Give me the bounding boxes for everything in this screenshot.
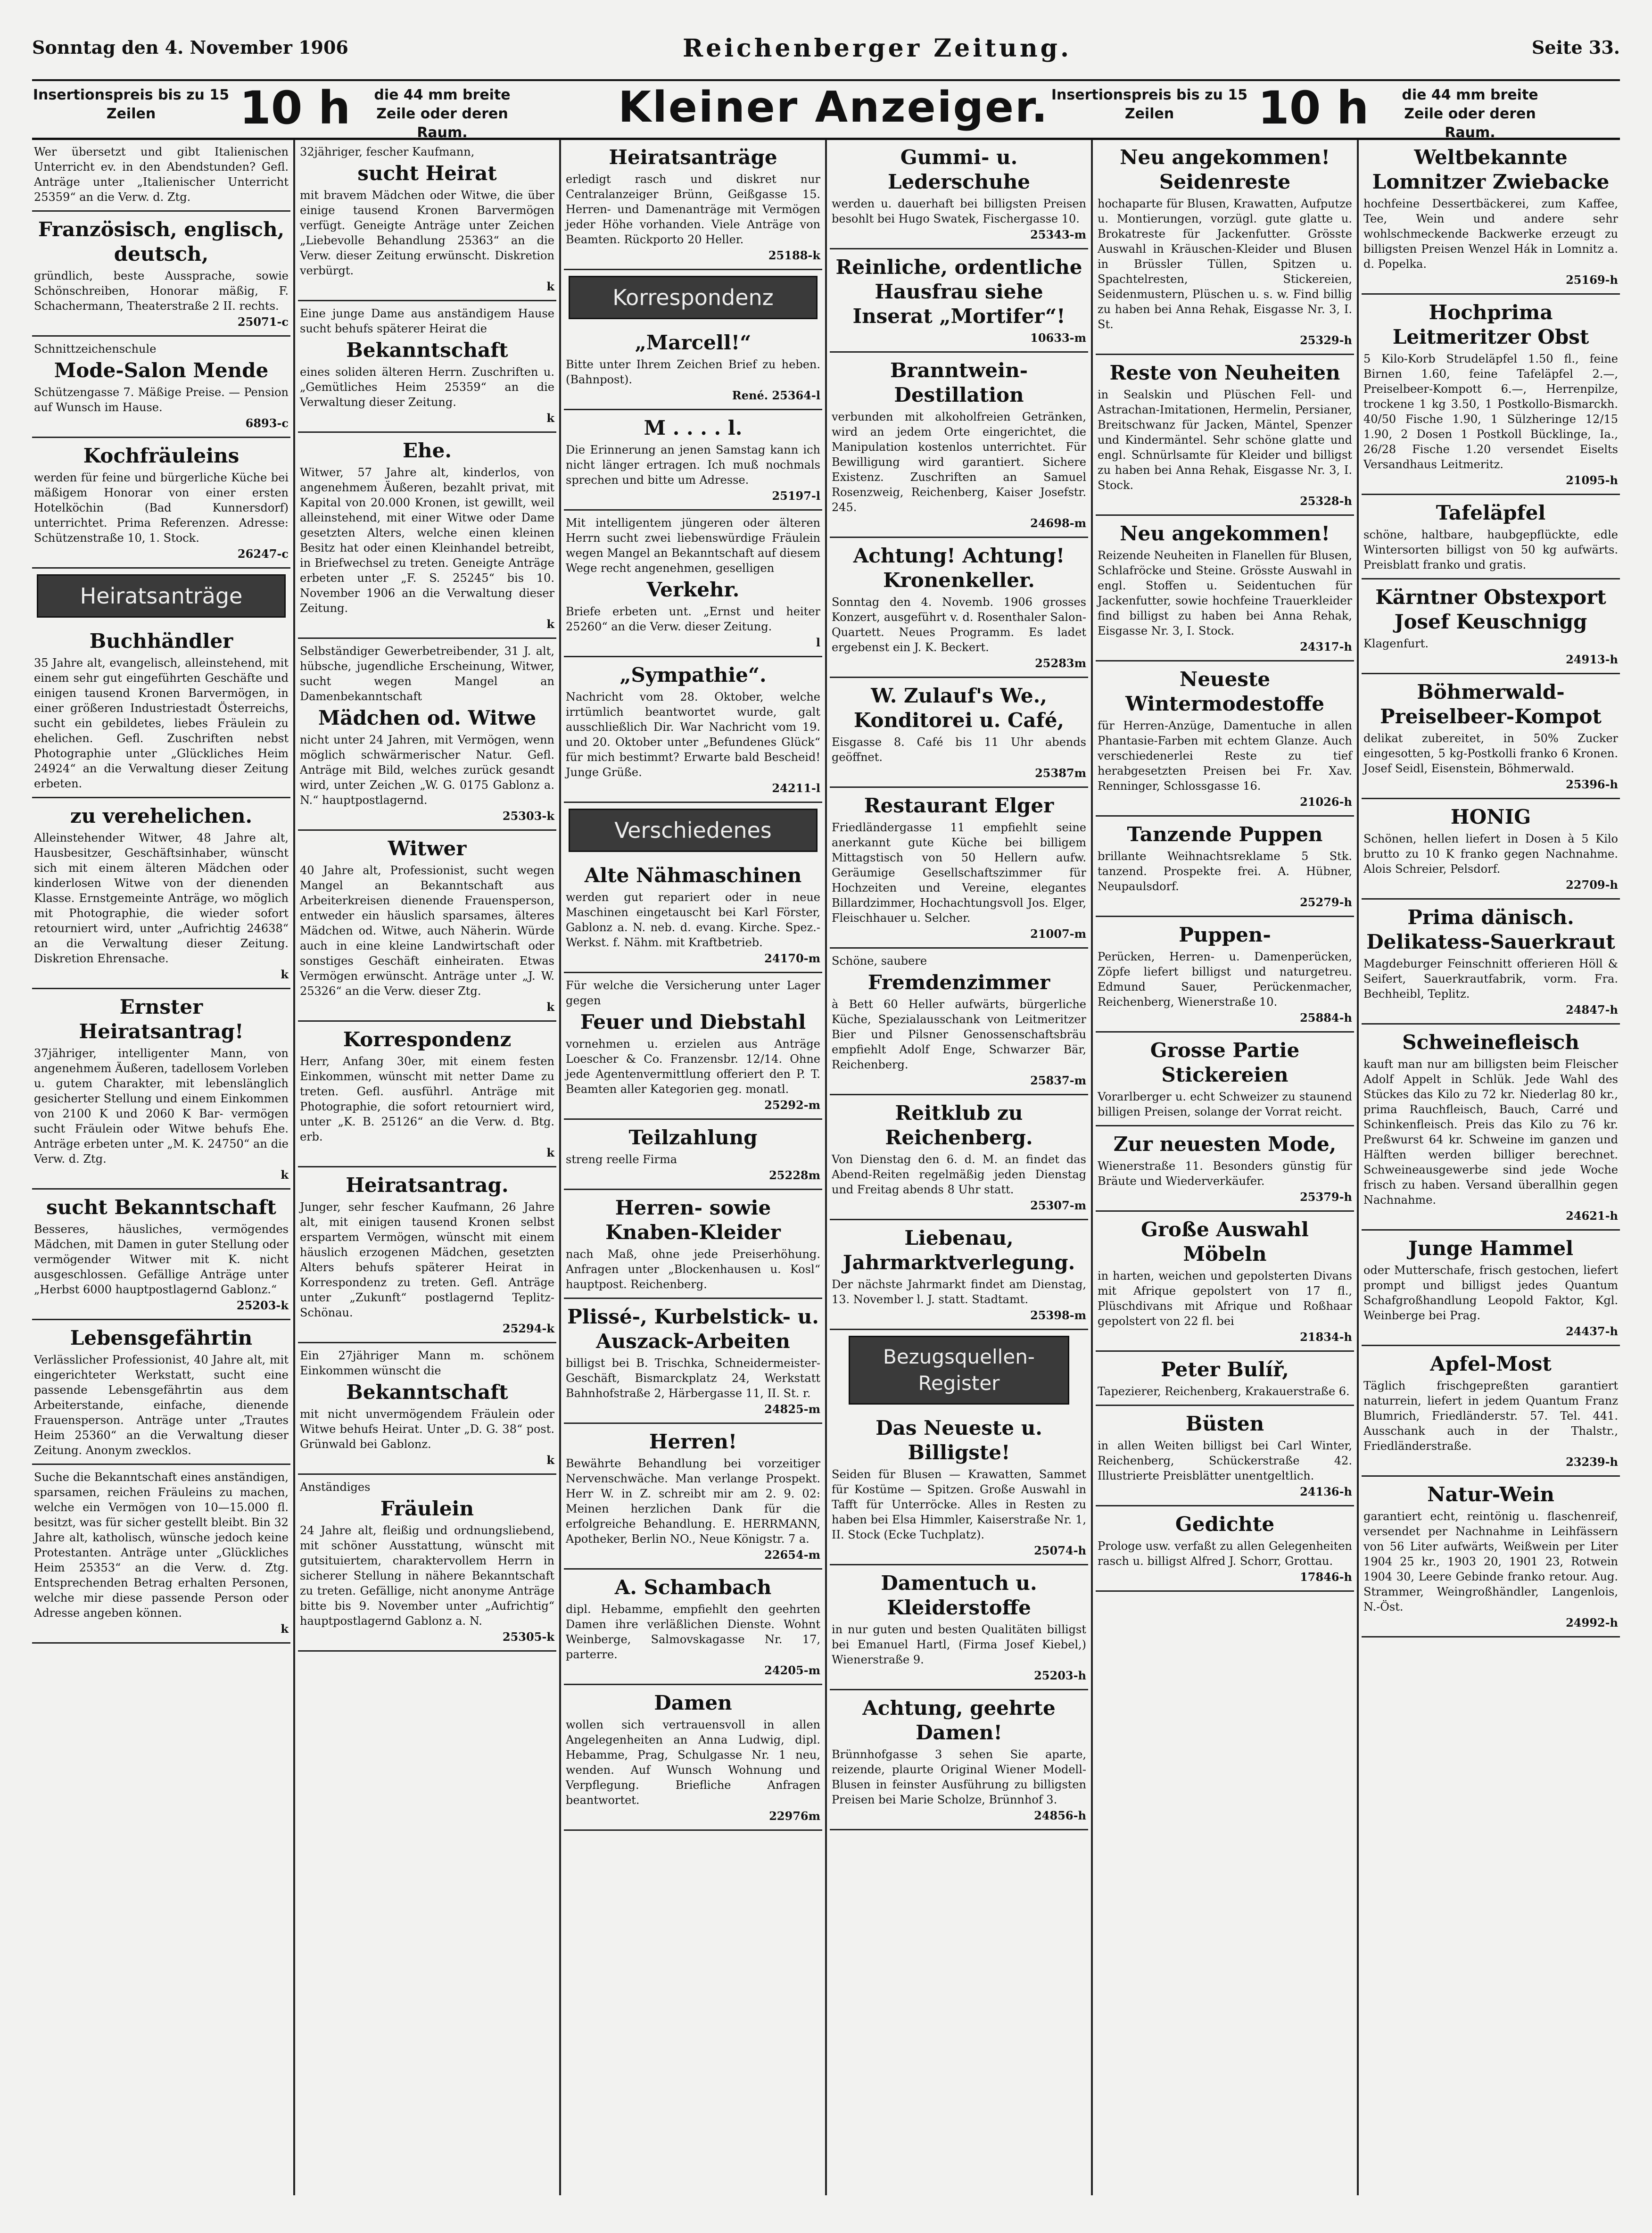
ad-heading: Gummi- u. Lederschuhe: [887, 146, 1031, 193]
ad-text: à Bett 60 Heller aufwärts, bürgerliche Küche, Spezialausschank von Leitmeritzer Bier und Pilsner Genossenschaftsbräu empfiehlt Adolf Enge, Schwarzer Bär, Reichenberg.: [832, 998, 1086, 1071]
ad-code: 25398-m: [1030, 1308, 1086, 1322]
ad-code: 25884-h: [1300, 1011, 1352, 1025]
ad-text: werden gut repariert oder in neue Maschinen eingetauscht bei Karl Förster, Gablonz a. N. neb. d. evang. Kirche. Spez.-Werkst. f. Nähm. mit Kraftbetrieb.: [566, 891, 820, 949]
ad-text: Der nächste Jahrmarkt findet am Dienstag, 13. November l. J. statt. Stadtamt.: [832, 1278, 1086, 1306]
ad-intro: 32jähriger, fescher Kaufmann,: [300, 145, 475, 158]
ad-code: 26247-c: [237, 547, 289, 561]
classified-ad: [32, 798, 290, 989]
section-header: Heiratsanträge: [37, 574, 286, 618]
ad-heading: Fräulein: [380, 1497, 474, 1520]
ad-text: Eisgasse 8. Café bis 11 Uhr abends geöffnet.: [832, 736, 1086, 764]
ad-code: 25303-k: [502, 809, 554, 823]
ad-text: vornehmen u. erzielen aus Anträge Loescher & Co. Franzensbr. 12/14. Ohne jede Agentenvermittlung offeriert den P. T. Beamten aller Kategorien geg. monatl.: [566, 1037, 820, 1096]
ad-code: 24205-m: [764, 1663, 820, 1677]
ad-code: 25203-k: [236, 1298, 289, 1312]
ad-heading: Heiratsantrag.: [346, 1174, 509, 1197]
ad-heading: Fremdenzimmer: [867, 971, 1050, 994]
ad-text: Herr, Anfang 30er, mit einem festen Einkommen, wünscht mit netter Dame zu treten. Gefl. ausführl. Anträge mit Photographie, die sofort retourniert wird, unter „K. B. 25126“ an die Verw. d. Btg. erb.: [300, 1055, 554, 1143]
price-right: 10 h: [1258, 82, 1369, 134]
ad-heading: Buchhändler: [89, 629, 233, 653]
ad-heading: Ehe.: [403, 439, 452, 462]
ad-text: in allen Weiten billigst bei Carl Winter, Reichenberg, Schückerstraße 42. Illustrierte Preisblätter unentgeltlich.: [1098, 1439, 1352, 1482]
ad-code: 25837-m: [1030, 1074, 1086, 1087]
section-header: Verschiedenes: [569, 809, 818, 852]
ad-text: verbunden mit alkoholfreien Getränken, wird an jedem Orte eingerichtet, die Manipulation kostenlos unterrichtet. Für Bewilligung wird garantiert. Sichere Existenz. Zuschriften an Samuel Rosenzweig, Reichenberg, Kaiser Josefstr. 245.: [832, 410, 1086, 514]
ad-text: in nur guten und besten Qualitäten billigst bei Emanuel Hartl, (Firma Josef Kiebel,) Wienerstraße 9.: [832, 1623, 1086, 1666]
ad-code: 25328-h: [1300, 494, 1352, 508]
ad-code: 25188-k: [768, 248, 820, 262]
classified-ad: [1096, 1352, 1354, 1406]
ad-intro: Schöne, saubere: [832, 954, 927, 968]
ad-code: 24698-m: [1030, 516, 1086, 530]
ad-heading: Prima dänisch. Delikatess-Sauerkraut: [1366, 906, 1615, 953]
ad-text: 40 Jahre alt, Professionist, sucht wegen Mangel an Bekanntschaft aus Arbeiterkreisen dienende Frauensperson, entweder ein häuslich sparsames, älteres Mädchen od. Witwe, auch Näherin. Würde auch in eine kleine Landwirtschaft oder sonstiges Geschäft einheiraten. Etwas Vermögen erwünscht. Anträge unter „J. W. 25326“ an die Verw. dieser Ztg.: [300, 864, 554, 998]
ad-text: Vorarlberger u. echt Schweizer zu staunend billigen Preisen, solange der Vorrat reicht.: [1098, 1090, 1352, 1118]
ad-heading: sucht Heirat: [357, 162, 497, 185]
ad-text: oder Mutterschafe, frisch gestochen, liefert prompt und billigst jedes Quantum Schafgroßhandlung Leopold Faktor, Kgl. Weinberge bei Prag.: [1363, 1264, 1618, 1322]
classified-ad: [1096, 140, 1354, 355]
classified-ad: [830, 353, 1088, 538]
ad-heading: Mode-Salon Mende: [54, 359, 269, 382]
ad-text: hochfeine Dessertbäckerei, zum Kaffee, Tee, Wein und andere sehr wohlschmeckende Backwerke erzeugt zu billigsten Preisen Wenzel Hák in Lomnitz a. d. Popelka.: [1363, 197, 1618, 271]
classified-ad: [564, 858, 822, 973]
ad-text: Sonntag den 4. Novemb. 1906 grosses Konzert, ausgeführt v. d. Rosenthaler Salon-Quartett. Neues Programm. Es ladet ergebenst ein J. K. Beckert.: [832, 595, 1086, 654]
ad-heading: Tanzende Puppen: [1127, 823, 1323, 846]
ad-text: werden für feine und bürgerliche Küche bei mäßigem Honorar von einer ersten Hotelköchin (Bad Kunnersdorf) unterrichtet. Prima Referenzen. Adresse: Schützenstraße 10, 1. Stock.: [34, 471, 289, 545]
classified-ad: [1362, 1025, 1620, 1231]
classified-ad: [564, 1685, 822, 1831]
classified-ad: [32, 1465, 290, 1644]
ad-text: billigst bei B. Trischka, Schneidermeister-Geschäft, Bismarckplatz 24, Werkstatt Bahnhofstraße 2, Härbergasse 11, II. St. r.: [566, 1356, 820, 1400]
classified-ad: [298, 1022, 556, 1167]
ad-heading: Ernster Heiratsantrag!: [79, 995, 244, 1043]
classified-ad: [32, 1320, 290, 1465]
ad-heading: „Marcell!“: [635, 331, 752, 354]
classified-ad: [1362, 495, 1620, 579]
classified-ad: [564, 1424, 822, 1570]
classified-ad: [32, 1190, 290, 1320]
ad-heading: Damentuch u. Kleiderstoffe: [881, 1571, 1037, 1619]
ad-text: Brünnhofgasse 3 sehen Sie aparte, reizende, plaurte Original Wiener Modell-Blusen in feinster Ausführung zu billigsten Preisen bei Marie Scholze, Brünnhof 3.: [832, 1748, 1086, 1806]
ad-code: 24847-h: [1566, 1003, 1618, 1017]
classified-ad: [830, 788, 1088, 949]
ad-text: mit nicht unvermögendem Fräulein oder Witwe behufs Heirat. Unter „D. G. 38“ post. Grünwald bei Gablonz.: [300, 1407, 554, 1451]
ad-heading: Neu angekommen!: [1120, 522, 1330, 545]
header-masthead: Reichenberger Zeitung.: [683, 34, 1072, 63]
ad-code: l: [816, 636, 820, 649]
classified-ad: [1096, 1033, 1354, 1126]
classified-ad: [830, 1095, 1088, 1220]
ad-code: 25307-m: [1030, 1199, 1086, 1212]
kleiner-anzeiger-banner: [32, 79, 1620, 140]
ad-text: Perücken, Herren- u. Damenperücken, Zöpfe liefert billigst und naturgetreu. Edmund Sauer, Perückenmacher, Reichenberg, Wienerstraße 10.: [1098, 950, 1352, 1009]
ad-code: 21095-h: [1566, 473, 1618, 487]
ad-heading: Tafeläpfel: [1436, 501, 1546, 524]
classified-ad: [1096, 817, 1354, 917]
ad-heading: Verkehr.: [646, 578, 740, 601]
ad-code: 25329-h: [1300, 333, 1352, 347]
column-rule: [825, 140, 827, 2195]
ad-text: brillante Weihnachtsreklame 5 Stk. tanzend. Prospekte frei. A. Hübner, Neupaulsdorf.: [1098, 850, 1352, 893]
classified-ad: [830, 1410, 1088, 1565]
ad-code: k: [546, 411, 554, 425]
ad-heading: Heiratsanträge: [609, 146, 777, 169]
classified-ad: [564, 973, 822, 1120]
ad-text: Nachricht vom 28. Oktober, welche irrtümlich beantwortet wurde, galt ausschließlich Dir. War Nachricht vom 19. und 20. Oktober unter „Befundenes Glück“ für mich bestimmt? Erwarte bald Bescheid! Junge Grüße.: [566, 690, 820, 779]
classified-ad: [1096, 1212, 1354, 1352]
ad-heading: Liebenau, Jahrmarktverlegung.: [843, 1226, 1075, 1274]
ad-heading: Puppen-: [1179, 923, 1271, 946]
ad-subheading: Schnittzeichenschule: [34, 342, 157, 356]
ad-text: Junger, sehr fescher Kaufmann, 26 Jahre alt, mit einigen tausend Kronen selbst erspartem Vermögen, wünscht mit einem häuslich erzogenen Mädchen, gesetzten Alters behufs späterer Heirat in Korrespondenz zu treten. Gefl. Anträge unter „Zukunft“ postlagernd Teplitz-Schönau.: [300, 1200, 554, 1319]
classified-ad: [298, 1343, 556, 1475]
classified-ad: [830, 249, 1088, 353]
ad-code: 21834-h: [1300, 1330, 1352, 1344]
ad-heading: Lebensgefährtin: [70, 1326, 253, 1349]
classified-ad: [564, 325, 822, 410]
ad-heading: Restaurant Elger: [864, 794, 1054, 817]
section-title: Kleiner Anzeiger.: [618, 83, 1049, 132]
ad-code: 25387m: [1035, 766, 1086, 780]
ad-code: 25203-h: [1034, 1669, 1086, 1682]
ad-heading: Apfel-Most: [1430, 1352, 1552, 1375]
classified-ad: [32, 438, 290, 569]
classified-ad: [830, 140, 1088, 249]
ad-heading: Kochfräuleins: [83, 444, 240, 467]
ad-text: Alleinstehender Witwer, 48 Jahre alt, Hausbesitzer, Geschäftsinhaber, wünscht sich mit einem älteren Mädchen oder kinderlosen Witwe von der dienenden Klasse. Ernstgemeinte Anträge, wo möglich mit Photographie, die wieder sofort retourniert wird, unter „Aufrichtig 24638“ an die Verwaltung dieser Zeitung. Diskretion Ehrensache.: [34, 831, 289, 965]
classified-ad: [298, 301, 556, 433]
ad-heading: HONIG: [1450, 805, 1531, 828]
classified-ad: [564, 140, 822, 270]
ad-text: Prologe usw. verfaßt zu allen Gelegenheiten rasch u. billigst Alfred J. Schorr, Grottau.: [1098, 1539, 1352, 1568]
ad-heading: Französisch, englisch, deutsch,: [38, 218, 285, 265]
ad-text: schöne, haltbare, haubgepflückte, edle Wintersorten billigst von 50 kg aufwärts. Preisblatt franko und gratis.: [1363, 528, 1618, 571]
ad-heading: „Sympathie“.: [620, 663, 767, 686]
classified-ad: [32, 623, 290, 798]
ad-text: eines soliden älteren Herrn. Zuschriften u. „Gemütliches Heim 25359“ an die Verwaltung dieser Zeitung.: [300, 365, 554, 409]
ad-code: 25292-m: [764, 1098, 820, 1112]
header-page-number: Seite 33.: [1531, 37, 1620, 58]
insertion-price-left: Insertionspreis bis zu 15 Zeilen: [33, 87, 230, 122]
ad-code: k: [281, 1622, 289, 1636]
ad-code: 24621-h: [1566, 1209, 1618, 1223]
classified-ad: [564, 1299, 822, 1424]
classified-ad: [298, 639, 556, 831]
classified-ad: [1362, 1231, 1620, 1346]
classified-ad: [1362, 295, 1620, 495]
classified-ad: [1096, 662, 1354, 817]
ad-code: 25396-h: [1566, 777, 1618, 791]
ad-text: Klagenfurt.: [1363, 637, 1429, 650]
classified-ad: [1096, 917, 1354, 1033]
column-1: [32, 140, 290, 2195]
ad-code: k: [281, 1168, 289, 1182]
ad-heading: Neu angekommen! Seidenreste: [1120, 146, 1330, 193]
ad-code: 22709-h: [1566, 878, 1618, 892]
ad-text: erledigt rasch und diskret nur Centralanzeiger Brünn, Geißgasse 15. Herren- und Damenanträge mit Vermögen jeder Höhe vorhanden. Viele Anträge von Beamten. Rückporto 20 Heller.: [566, 173, 820, 246]
ad-heading: A. Schambach: [614, 1576, 772, 1599]
ad-intro: Anständiges: [300, 1480, 371, 1494]
ad-heading: Große Auswahl Möbeln: [1141, 1218, 1309, 1265]
ad-code: 10633-m: [1030, 331, 1086, 345]
ad-text: Magdeburger Feinschnitt offerieren Höll & Seifert, Sauerkrautfabrik, vorm. Fra. Bechheibl, Teplitz.: [1363, 957, 1618, 1001]
ad-text: für Herren-Anzüge, Damentuche in allen Phantasie-Farben mit echtem Glanze. Auch verschiedenerlei Reste zu tief herabgesetzten Preisen bei Fr. Xav. Renninger, Schlossgasse 16.: [1098, 719, 1352, 793]
ad-text: Reizende Neuheiten in Flanellen für Blusen, Schlafröcke und Steine. Grösste Auswahl in engl. Stoffen u. Seidentuchen für Jackenfutter, sowie hochfeine Trauerkleider find billigst zu haben bei Anna Rehak, Eisgasse Nr. 3, I. Stock.: [1098, 549, 1352, 637]
ad-heading: Natur-Wein: [1427, 1483, 1554, 1506]
price-left: 10 h: [240, 82, 351, 134]
ad-text: in Sealskin und Plüschen Fell- und Astrachan-Imitationen, Hermelin, Persianer, Breitschwanz für Jacken, Mäntel, Spenzer und Kindermäntel. Sehr schöne glatte und engl. Schnürlsamte für Kleider und billigst zu haben bei Anna Rehak, Eisgasse Nr. 3, I. Stock.: [1098, 388, 1352, 492]
ad-code: 25305-k: [502, 1630, 554, 1644]
ad-code: 24317-h: [1300, 640, 1352, 653]
classified-ad: [1362, 1477, 1620, 1638]
ad-intro: Ein 27jähriger Mann m. schönem Einkommen wünscht die: [300, 1349, 554, 1377]
ad-code: 17846-h: [1300, 1570, 1352, 1584]
ad-heading: Korrespondenz: [343, 1028, 512, 1051]
width-note-right: die 44 mm breite Zeile oder deren Raum.: [1402, 87, 1538, 141]
ad-heading: Reitklub zu Reichenberg.: [885, 1101, 1033, 1149]
page-header: [32, 32, 1620, 65]
classified-ad: [1362, 140, 1620, 295]
ad-text: Die Erinnerung an jenen Samstag kann ich nicht länger ertragen. Ich muß nochmals sprechen und bitte um Adresse.: [566, 443, 820, 487]
column-rule: [293, 140, 295, 2195]
ad-heading: Böhmerwald-Preiselbeer-Kompot: [1380, 680, 1602, 728]
ad-intro: Mit intelligentem jüngeren oder älteren Herrn sucht zwei liebenswürdige Fräulein wegen Mangel an Bekanntschaft auf diesem Wege recht angenehmen, geselligen: [566, 516, 820, 575]
ad-code: 25294-k: [502, 1322, 554, 1335]
ad-code: 24992-h: [1566, 1616, 1618, 1629]
ad-code: 22654-m: [764, 1548, 820, 1562]
ad-text: kauft man nur am billigsten beim Fleischer Adolf Appelt in Schlük. Jede Wahl des Stückes das Kilo zu 72 kr. Niederlag 80 kr., prima Rauchfleisch, Bauch, Carré und Schinkenfleisch. Preis das Kilo zu 76 kr. Preßwurst 64 kr. Schweine im ganzen und Hälften werden billiger berechnet. Schweineausgewerbe sind jede Woche frisch zu haben. Versand überallhin gegen Nachnahme.: [1363, 1058, 1618, 1207]
classified-ad: [564, 1120, 822, 1190]
ad-code: 24913-h: [1566, 653, 1618, 666]
ad-code: k: [546, 1000, 554, 1014]
ad-text: streng reelle Firma: [566, 1153, 677, 1166]
ad-heading: Reinliche, ordentliche Hausfrau siehe Inserat „Mortifer“!: [835, 256, 1082, 328]
classified-ad: [564, 511, 822, 657]
classified-ad: [830, 1220, 1088, 1330]
ad-intro: Für welche die Versicherung unter Lager gegen: [566, 979, 820, 1007]
ad-heading: Feuer und Diebstahl: [580, 1010, 806, 1034]
column-rule: [1091, 140, 1093, 2195]
ad-heading: Das Neueste u. Billigste!: [876, 1416, 1042, 1464]
ad-code: 25071-c: [237, 315, 289, 329]
classified-ad: [298, 1475, 556, 1652]
ad-code: 21026-h: [1300, 795, 1352, 809]
ad-code: 24856-h: [1034, 1809, 1086, 1822]
classified-ad: [1362, 674, 1620, 799]
ad-heading: Grosse Partie Stickereien: [1150, 1039, 1300, 1086]
ad-heading: sucht Bekanntschaft: [46, 1196, 276, 1219]
ad-columns: [32, 140, 1620, 2195]
ad-text: mit bravem Mädchen oder Witwe, die über einige tausend Kronen Barvermögen verfügt. Geneigte Anträge unter Zeichen „Liebevolle Behandlung 25363“ an die Verw. dieser Zeitung erwünscht. Diskretion verbürgt.: [300, 189, 554, 277]
ad-code: 25197-l: [772, 489, 820, 503]
header-date: Sonntag den 4. November 1906: [32, 37, 348, 58]
classified-ad: [564, 1570, 822, 1685]
classified-ad: [32, 140, 290, 212]
ad-text: Schönen, hellen liefert in Dosen à 5 Kilo brutto zu 10 K franko gegen Nachnahme. Alois Schreier, Pelsdorf.: [1363, 832, 1618, 876]
ad-heading: Peter Bulíř,: [1161, 1358, 1289, 1381]
column-rule: [1357, 140, 1359, 2195]
section-header: Bezugsquellen-Register: [849, 1336, 1069, 1405]
ad-code: 22976m: [769, 1809, 820, 1823]
classified-ad: [1096, 1126, 1354, 1212]
ad-text: Friedländergasse 11 empfiehlt seine anerkannt gute Küche bei billigem Mittagstisch von 50 Hellern aufw. Geräumige Gesellschaftszimmer für Hochzeiten und Vereine, elegantes Billardzimmer, Hochachtungsvoll Jos. Elger, Fleischhauer u. Selcher.: [832, 821, 1086, 925]
ad-code: 25228m: [769, 1168, 820, 1182]
ad-text: Briefe erbeten unt. „Ernst und heiter 25260“ an die Verw. dieser Zeitung.: [566, 605, 820, 633]
ad-code: k: [546, 617, 554, 631]
ad-text: Von Dienstag den 6. d. M. an findet das Abend-Reiten regelmäßig jeden Dienstag und Freitag abends 8 Uhr statt.: [832, 1153, 1086, 1196]
ad-heading: Damen: [654, 1691, 732, 1714]
ad-text: 37jähriger, intelligenter Mann, von angenehmem Äußeren, tadellosem Vorleben u. gutem Charakter, mit lebenslänglich gesicherter Stellung und einem Einkommen von 2100 K und 2060 K Bar- vermögen sucht Fräulein oder Witwe behufs Ehe. Anträge erbeten unter „M. K. 24750“ an die Verw. d. Ztg.: [34, 1047, 289, 1166]
section-header: Korrespondenz: [569, 276, 818, 319]
ad-text: in harten, weichen und gepolsterten Divans mit Afrique gepolstert von 17 fl., Plüschdivans mit Afrique und Roßhaar gepolstert von 22 fl. bei: [1098, 1269, 1352, 1328]
classified-ad: [1362, 900, 1620, 1025]
ad-heading: M . . . . l.: [644, 416, 743, 439]
ad-heading: Herren!: [649, 1430, 737, 1453]
ad-heading: Achtung, geehrte Damen!: [862, 1696, 1056, 1744]
ad-heading: Bekanntschaft: [346, 1381, 508, 1404]
ad-code: 24437-h: [1566, 1324, 1618, 1338]
ad-text: werden u. dauerhaft bei billigsten Preisen besohlt bei Hugo Swatek, Fischergasse 10.: [832, 197, 1086, 225]
newspaper-page: [13, 13, 1639, 2220]
ad-heading: Kärntner Obstexport Josef Keuschnigg: [1375, 586, 1606, 633]
ad-heading: Gedichte: [1175, 1513, 1275, 1536]
ad-heading: Mädchen od. Witwe: [318, 706, 537, 729]
ad-heading: Hochprima Leitmeritzer Obst: [1392, 301, 1589, 348]
classified-ad: [32, 212, 290, 337]
ad-heading: Schweinefleisch: [1402, 1031, 1579, 1054]
ad-heading: Weltbekannte Lomnitzer Zwiebacke: [1372, 146, 1610, 193]
ad-heading: Alte Nähmaschinen: [584, 864, 802, 887]
ad-code: 25283m: [1035, 656, 1086, 670]
ad-text: Wienerstraße 11. Besonders günstig für Bräute und Wiederverkäufer.: [1098, 1159, 1352, 1188]
column-4: [830, 140, 1088, 2195]
column-5: [1096, 140, 1354, 2195]
ad-text: gründlich, beste Aussprache, sowie Schönschreiben, Honorar mäßig, F. Schachermann, Theaterstraße 2 II. rechts.: [34, 269, 289, 313]
ad-code: 25279-h: [1300, 895, 1352, 909]
classified-ad: [1362, 579, 1620, 674]
ad-heading: Junge Hammel: [1408, 1237, 1574, 1260]
ad-code: 25343-m: [1030, 228, 1086, 241]
ad-code: k: [546, 1453, 554, 1467]
classified-ad: [564, 1190, 822, 1299]
ad-intro: Selbständiger Gewerbetreibender, 31 J. alt, hübsche, jugendliche Erscheinung, Witwer, sucht wegen Mangel an Damenbekanntschaft: [300, 645, 554, 703]
ad-heading: W. Zulauf's We., Konditorei u. Café,: [853, 684, 1065, 732]
ad-heading: Plissé-, Kurbelstick- u. Auszack-Arbeiten: [567, 1305, 819, 1353]
ad-heading: Herren- sowie Knaben-Kleider: [605, 1196, 781, 1244]
ad-code: 21007-m: [1030, 927, 1086, 941]
classified-ad: [830, 949, 1088, 1095]
ad-heading: Zur neuesten Mode,: [1113, 1133, 1337, 1156]
ad-text: nicht unter 24 Jahren, mit Vermögen, wenn möglich schwärmerischer Natur. Gefl. Anträge mit Bild, welches zurück gesandt wird, unter Zeichen „W. G. 0175 Gablonz a. N.“ hauptpostlagernd.: [300, 733, 554, 807]
ad-heading: zu verehelichen.: [70, 804, 253, 827]
ad-code: 24825-m: [764, 1402, 820, 1416]
ad-code: 6893-c: [245, 416, 289, 430]
classified-ad: [1096, 355, 1354, 516]
ad-code: 24170-m: [764, 951, 820, 965]
classified-ad: [564, 410, 822, 511]
ad-heading: Neueste Wintermodestoffe: [1125, 668, 1324, 715]
classified-ad: [1362, 799, 1620, 900]
ad-intro: Eine junge Dame aus anständigem Hause sucht behufs späterer Heirat die: [300, 307, 554, 335]
ad-text: 24 Jahre alt, fleißig und ordnungsliebend, mit schöner Ausstattung, wünscht mit gutsituiertem, charaktervollem Herrn in sicherer Stellung in nähere Bekanntschaft zu treten. Gefällige, nicht anonyme Anträge bitte bis 9. November unter „Aufrichtig“ hauptpostlagernd Gablonz a. N.: [300, 1524, 554, 1628]
ad-text: Witwer, 57 Jahre alt, kinderlos, von angenehmem Äußeren, bezahlt privat, mit Kapital von 20.000 Kronen, ist gewillt, weil alleinstehend, mit einer Witwe oder Dame gesetzten Alters, welche einen kleinen Besitz hat oder einen Kleinhandel betreibt, in Briefwechsel zu treten. Geneigte Anträge erbeten unter „F. S. 25245“ bis 10. November 1906 an die Verwaltung dieser Zeitung.: [300, 466, 554, 615]
ad-text: wollen sich vertrauensvoll in allen Angelegenheiten an Anna Ludwig, dipl. Hebamme, Prag, Schulgasse Nr. 1 neu, wenden. Auf Wunsch Wohnung und Verpflegung. Briefliche Anfragen beantwortet.: [566, 1718, 820, 1807]
classified-ad: [298, 140, 556, 301]
ad-code: k: [546, 1146, 554, 1159]
ad-intro: Suche die Bekanntschaft eines anständigen, sparsamen, reichen Fräuleins zu machen, welche ein Vermögen von 10—15.000 fl. besitzt, was für sicher gestellt bleibt. Bin 32 Jahre alt, katholisch, wünsche jedoch keine Protestanten. Anträge unter „Glückliches Heim 25353“ an die Verw. d. Ztg. Entsprechenden Betrag erhalten Personen, welche mir diese passende Person oder Adresse angeben können.: [34, 1471, 289, 1620]
ad-text: Seiden für Blusen — Krawatten, Sammet für Kostüme — Spitzen. Große Auswahl in Tafft für Unterröcke. Alles in Resten zu haben bei Elsa Himmler, Kaiserstraße Nr. 1, II. Stock (Ecke Tuchplatz).: [832, 1468, 1086, 1541]
classified-ad: [32, 337, 290, 438]
ad-text: Bitte unter Ihrem Zeichen Brief zu heben. (Bahnpost).: [566, 358, 820, 386]
ad-text: nach Maß, ohne jede Preiserhöhung. Anfragen unter „Blockenhausen u. Kosl“ hauptpost. Reichenberg.: [566, 1248, 820, 1291]
classified-ad: [1096, 1506, 1354, 1592]
classified-ad: [564, 657, 822, 803]
ad-code: 23239-h: [1566, 1455, 1618, 1469]
column-2: [298, 140, 556, 2195]
ad-code: René. 25364-l: [732, 389, 820, 402]
ad-intro: Wer übersetzt und gibt Italienischen Unterricht ev. in den Abendstunden? Gefl. Anträge unter „Italienischer Unterricht 25359“ an die Verw. d. Ztg.: [34, 145, 289, 204]
ad-text: hochaparte für Blusen, Krawatten, Aufputze u. Montierungen, vorzügl. gute glatte u. Brokatreste für Jackenfutter. Grösste Auswahl in Kräuschen-Kleider und Blusen in Brüssler Tüllen, Spitzen u. Spachtelresten, Stickereien, Seidenmustern, Plüschen u. s. w. Find billig zu haben bei Anna Rehak, Eisgasse Nr. 3, I. St.: [1098, 197, 1352, 331]
column-rule: [559, 140, 561, 2195]
ad-text: 5 Kilo-Korb Strudeläpfel 1.50 fl., feine Birnen 1.60, feine Tafeläpfel 2.—, Preiselbeer-Kompott 6.—, Herrenpilze, trockene 1 kg 3.50, 1 Postkollo-Bismarckh. 40/50 Fische 1.90, 1 Sülzheringe 12/15 1.90, 2 Dosen 1 Postkoll Bücklinge, Ia., 26/28 Fische 1.20 versendet Eiselts Versandhaus Leitmeritz.: [1363, 352, 1618, 471]
column-6: [1362, 140, 1620, 2195]
ad-text: Bewährte Behandlung bei vorzeitiger Nervenschwäche. Man verlange Prospekt. Herr W. in Z. schreibt mir am 2. 9. 02: Meinen herzlichen Dank für die erfolgreiche Behandlung. E. HERRMANN, Apotheker, Berlin NO., Neue Königstr. 7 a.: [566, 1457, 820, 1546]
ad-text: delikat zubereitet, in 50% Zucker eingesotten, 5 kg-Postkolli franko 6 Kronen. Josef Seidl, Eisenstein, Böhmerwald.: [1363, 732, 1618, 775]
classified-ad: [32, 989, 290, 1190]
classified-ad: [298, 433, 556, 639]
ad-heading: Witwer: [388, 837, 467, 860]
ad-text: 35 Jahre alt, evangelisch, alleinstehend, mit einem sehr gut eingeführten Geschäfte und einigen tausend Kronen Barvermögen, in einer größeren Industriestadt Österreichs, sucht ein gebildetes, liebes Fräulein zu ehelichen. Gefl. Zuschriften nebst Photographie unter „Glückliches Heim 24924“ an die Verwaltung dieser Zeitung erbeten.: [34, 656, 289, 790]
ad-code: k: [546, 280, 554, 293]
ad-text: Besseres, häusliches, vermögendes Mädchen, mit Damen in guter Stellung oder vermögender Witwer mit K. nicht ausgeschlossen. Gefällige Anträge unter „Herbst 6000 hauptpostlagernd Gablonz.“: [34, 1223, 289, 1296]
ad-heading: Achtung! Achtung! Kronenkeller.: [853, 544, 1065, 592]
ad-text: Täglich frischgepreßten garantiert naturrein, liefert in jedem Quantum Franz Blumrich, Friedländerstr. 57. Tel. 441. Ausschank auch in der Thalstr., Friedländerstraße.: [1363, 1379, 1618, 1453]
ad-code: 25074-h: [1034, 1544, 1086, 1557]
column-3: [564, 140, 822, 2195]
classified-ad: [830, 1690, 1088, 1830]
classified-ad: [1096, 516, 1354, 662]
ad-text: Schützengasse 7. Mäßige Preise. — Pension auf Wunsch im Hause.: [34, 386, 289, 414]
width-note-left: die 44 mm breite Zeile oder deren Raum.: [374, 87, 511, 141]
ad-heading: Teilzahlung: [628, 1126, 758, 1149]
classified-ad: [830, 538, 1088, 678]
ad-code: 25169-h: [1566, 273, 1618, 287]
insertion-price-right: Insertionspreis bis zu 15 Zeilen: [1051, 87, 1248, 122]
classified-ad: [298, 831, 556, 1022]
classified-ad: [298, 1167, 556, 1343]
ad-code: 24136-h: [1300, 1485, 1352, 1498]
ad-text: dipl. Hebamme, empfiehlt den geehrten Damen ihre verläßlichen Dienste. Wohnt Weinberge, Salmovskagasse Nr. 17, parterre.: [566, 1603, 820, 1661]
ad-text: Tapezierer, Reichenberg, Krakauerstraße 6.: [1098, 1385, 1350, 1398]
ad-code: 25379-h: [1300, 1190, 1352, 1204]
classified-ad: [1362, 1346, 1620, 1477]
ad-text: garantiert echt, reintönig u. flaschenreif, versendet per Nachnahme in Leihfässern von 56 Liter aufwärts, Weißwein per Liter 1904 25 kr., 1903 20, 1901 23, Rotwein 1904 30, Leere Gebinde franko retour. Aug. Strammer, Weingroßhändler, Langenlois, N.-Öst.: [1363, 1510, 1618, 1613]
classified-ad: [1096, 1406, 1354, 1506]
ad-text: Verlässlicher Professionist, 40 Jahre alt, mit eingerichteter Werkstatt, sucht eine passende Lebensgefährtin aus dem Arbeiterstande, einfache, dienende Frauensperson. Anträge unter „Trautes Heim 25360“ an die Verwaltung dieser Zeitung. Anonym zwecklos.: [34, 1353, 289, 1457]
ad-heading: Reste von Neuheiten: [1109, 361, 1340, 384]
ad-heading: Bekanntschaft: [346, 339, 508, 362]
ad-heading: Branntwein-Destillation: [890, 359, 1028, 406]
ad-heading: Büsten: [1185, 1412, 1264, 1435]
classified-ad: [830, 1565, 1088, 1690]
classified-ad: [830, 678, 1088, 788]
ad-code: k: [281, 968, 289, 981]
ad-code: 24211-l: [772, 781, 820, 795]
